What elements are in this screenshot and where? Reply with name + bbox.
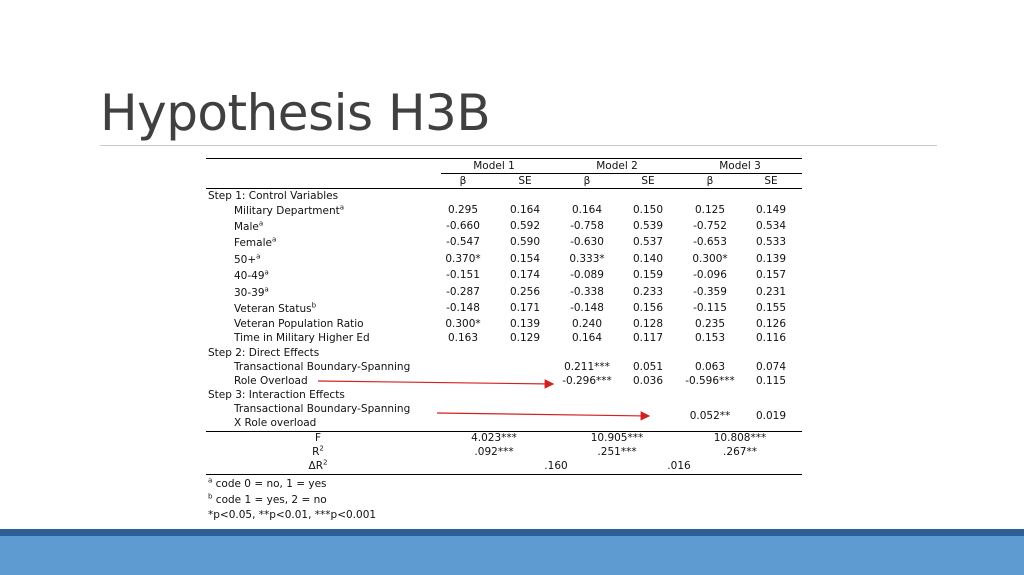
- table-cell: 0.150: [632, 204, 664, 216]
- table-cell: 0.534: [755, 220, 787, 232]
- arrow-to-interaction-effect: [437, 413, 649, 416]
- table-cell: 0.051: [632, 361, 664, 373]
- model-3-header: Model 3: [719, 160, 761, 172]
- step1-row-label: 40-49$^a$: [234, 268, 269, 282]
- table-cell: -0.148: [570, 302, 604, 314]
- table-cell: 0.370*: [445, 253, 481, 265]
- table-cell: 0.231: [755, 286, 787, 298]
- step1-row-label: Military Department$^a$: [234, 203, 345, 217]
- step1-row-label: Time in Military Higher Ed: [234, 332, 370, 344]
- footer-accent-bar: [0, 529, 1024, 536]
- table-cell: -0.653: [693, 236, 727, 248]
- delta-r2-label: $\Delta R^2$: [308, 458, 328, 472]
- table-cell: 0.164: [571, 204, 603, 216]
- step1-row-label: Male$^a$: [234, 219, 264, 233]
- step3-label: Step 3: Interaction Effects: [208, 389, 345, 401]
- table-cell: 0.256: [509, 286, 541, 298]
- table-cell: 0.233: [632, 286, 664, 298]
- table-cell: 0.036: [632, 375, 664, 387]
- step1-row-label: 30-39$^a$: [234, 285, 269, 299]
- table-cell: 0.052**: [689, 410, 731, 422]
- table-cell: -0.596***: [685, 375, 735, 387]
- table-cell: -0.096: [693, 269, 727, 281]
- table-cell: 0.140: [632, 253, 664, 265]
- step1-row-label: Veteran Population Ratio: [234, 318, 364, 330]
- f-value-model3: 10.808***: [713, 432, 767, 444]
- table-cell: 0.128: [632, 318, 664, 330]
- r2-label: $R^2$: [312, 444, 324, 458]
- arrow-to-role-overload: [318, 381, 553, 384]
- subheader-beta-1: β: [459, 175, 467, 187]
- table-cell: 0.211***: [564, 361, 610, 373]
- table-cell: 0.154: [509, 253, 541, 265]
- table-cell: 0.164: [571, 332, 603, 344]
- subheader-beta-3: β: [706, 175, 714, 187]
- table-cell: 0.156: [632, 302, 664, 314]
- table-cell: 0.125: [694, 204, 726, 216]
- f-value-model2: 10.905***: [590, 432, 644, 444]
- step2-row-label: Transactional Boundary-Spanning: [234, 361, 411, 373]
- table-cell: 0.117: [632, 332, 664, 344]
- table-cell: 0.074: [755, 361, 787, 373]
- subheader-beta-2: β: [583, 175, 591, 187]
- r2-value-model2: .251***: [597, 446, 637, 458]
- table-cell: 0.063: [694, 361, 726, 373]
- step2-label: Step 2: Direct Effects: [208, 347, 320, 359]
- f-value-model1: 4.023***: [471, 432, 517, 444]
- table-cell: -0.287: [446, 286, 480, 298]
- table-cell: 0.149: [755, 204, 787, 216]
- step1-row-label: Veteran Status$^b$: [234, 301, 317, 315]
- table-cell: -0.359: [693, 286, 727, 298]
- subheader-se-1: SE: [518, 175, 532, 187]
- model-1-header: Model 1: [473, 160, 515, 172]
- model-2-header: Model 2: [596, 160, 638, 172]
- table-cell: 0.163: [447, 332, 479, 344]
- table-cell: 0.139: [755, 253, 787, 265]
- subheader-se-3: SE: [764, 175, 778, 187]
- note-a: $^a$ code 0 = no, 1 = yes: [208, 476, 327, 490]
- slide-title: Hypothesis H3B: [100, 84, 491, 142]
- table-cell: -0.547: [446, 236, 480, 248]
- step3-row-label-2: X Role overload: [234, 417, 317, 429]
- table-cell: 0.115: [755, 375, 787, 387]
- table-cell: 0.295: [447, 204, 479, 216]
- r2-value-model1: .092***: [474, 446, 514, 458]
- step3-row-label-1: Transactional Boundary-Spanning: [234, 403, 411, 415]
- table-cell: 0.539: [632, 220, 664, 232]
- table-cell: 0.174: [509, 269, 541, 281]
- table-cell: 0.164: [509, 204, 541, 216]
- table-cell: 0.129: [509, 332, 541, 344]
- subheader-se-2: SE: [641, 175, 655, 187]
- table-cell: 0.300*: [445, 318, 481, 330]
- table-cell: 0.153: [694, 332, 726, 344]
- table-cell: 0.157: [755, 269, 787, 281]
- table-cell: -0.338: [570, 286, 604, 298]
- note-b: $^b$ code 1 = yes, 2 = no: [208, 492, 327, 506]
- delta-r2-value-model2: .160: [544, 460, 568, 472]
- table-cell: 0.235: [694, 318, 726, 330]
- table-cell: 0.159: [632, 269, 664, 281]
- table-cell: 0.537: [632, 236, 664, 248]
- footer-bar: [0, 536, 1024, 575]
- table-cell: -0.115: [693, 302, 727, 314]
- table-cell: 0.019: [755, 410, 787, 422]
- table-cell: 0.592: [509, 220, 541, 232]
- table-cell: 0.240: [571, 318, 603, 330]
- table-cell: 0.300*: [692, 253, 728, 265]
- significance-note: *p<0.05, **p<0.01, ***p<0.001: [208, 509, 377, 521]
- r2-value-model3: .267**: [723, 446, 757, 458]
- table-cell: 0.126: [755, 318, 787, 330]
- table-cell: 0.155: [755, 302, 787, 314]
- table-cell: -0.148: [446, 302, 480, 314]
- table-cell: -0.089: [570, 269, 604, 281]
- delta-r2-value-model3: .016: [667, 460, 691, 472]
- table-cell: -0.630: [570, 236, 604, 248]
- table-cell: 0.139: [509, 318, 541, 330]
- table-cell: -0.660: [446, 220, 480, 232]
- step2-row-label: Role Overload: [234, 375, 308, 387]
- step1-label: Step 1: Control Variables: [208, 190, 339, 202]
- table-cell: 0.116: [755, 332, 787, 344]
- f-label: F: [314, 432, 322, 444]
- table-cell: 0.171: [509, 302, 541, 314]
- table-cell: -0.758: [570, 220, 604, 232]
- table-cell: 0.533: [755, 236, 787, 248]
- table-cell: 0.590: [509, 236, 541, 248]
- table-cell: -0.296***: [562, 375, 612, 387]
- table-cell: -0.151: [446, 269, 480, 281]
- step1-row-label: 50+$^a$: [234, 252, 261, 266]
- step1-row-label: Female$^a$: [234, 235, 277, 249]
- table-cell: -0.752: [693, 220, 727, 232]
- table-cell: 0.333*: [569, 253, 605, 265]
